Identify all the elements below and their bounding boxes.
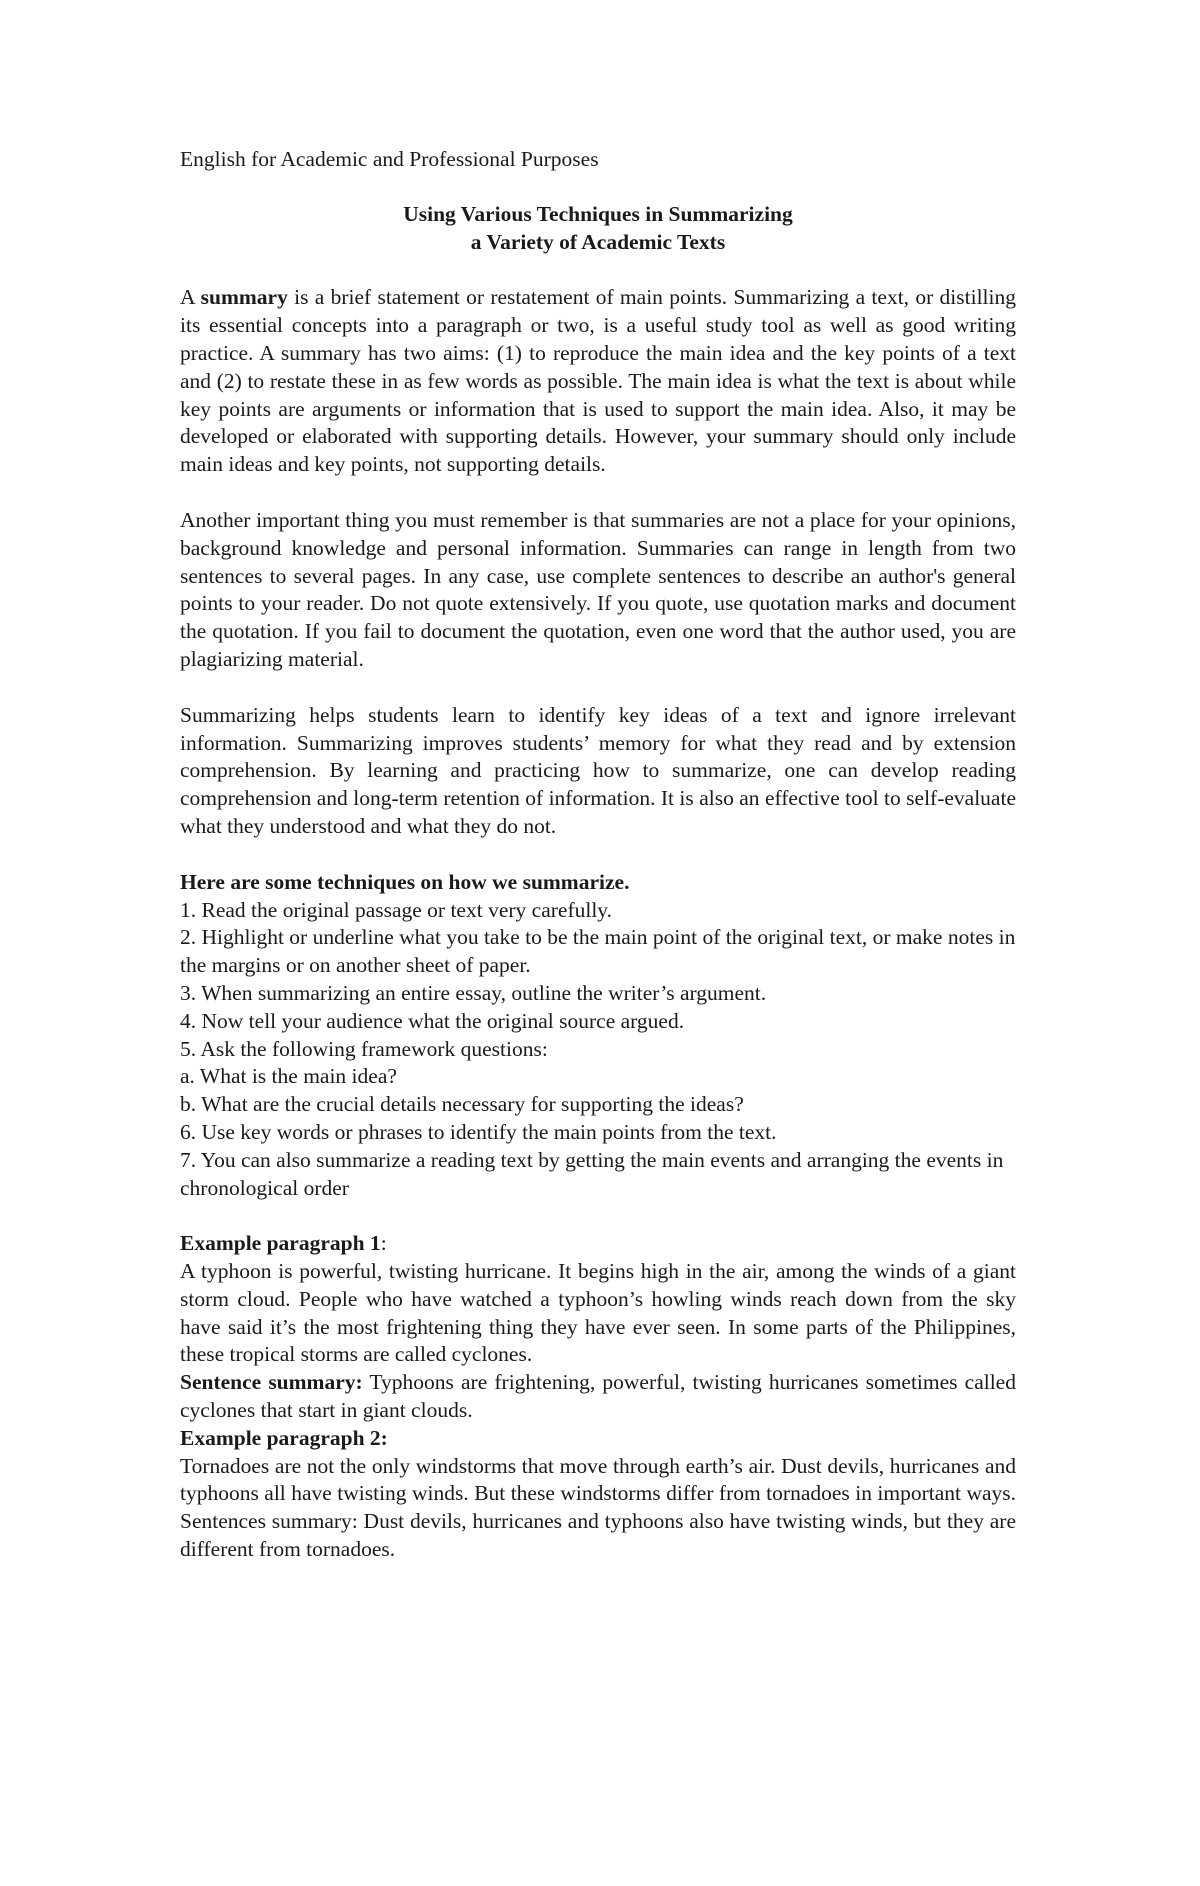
intro-text: is a brief statement or restatement of main points. Summarizing a text, or distilling its essential concepts into a paragraph or two, is a useful study tool as well as good writing practice. A summary has two aims: (1) to reproduce the main idea and the key points of a text and (2) to restate these in as few words as possible. The main idea is what the text is about while key points are arguments or information that is used to support the main idea. Also, it may be developed or elaborated with supporting details. However, your summary should only include main ideas and key points, not supporting details. — [180, 285, 1016, 477]
paragraph-2: Another important thing you must remember is that summaries are not a place for your opinions, background knowledge and personal information. Summaries can range in length from two sentences to several pages. In any case, use complete sentences to describe an author's general points to your reader. Do not quote extensively. If you quote, use quotation marks and document the quotation. If you fail to document the quotation, even one word that the author used, you are plagiarizing material. — [180, 507, 1016, 671]
technique-item: 2. Highlight or underline what you take to be the main point of the original text, or make notes in the margins or on another sheet of paper. — [180, 925, 1016, 978]
examples-section — [180, 1230, 1016, 1564]
example-2-heading: Example paragraph 2: — [180, 1425, 388, 1450]
techniques-section — [180, 869, 1016, 1203]
example-1-heading-colon: : — [380, 1231, 387, 1256]
technique-item: 1. Read the original passage or text very carefully. — [180, 897, 613, 922]
paragraph-3: Summarizing helps students learn to identify key ideas of a text and ignore irrelevant information. Summarizing improves students’ memory for what they read and by extension comprehension. By learning and practicing how to summarize, one can develop reading comprehension and long-term retention of information. It is also an effective tool to self-evaluate what they understood and what they do not. — [180, 702, 1016, 838]
example-1-text: A typhoon is powerful, twisting hurricane. It begins high in the air, among the winds of a giant storm cloud. People who have watched a typhoon’s howling winds reach down from the sky have said it’s the most frightening thing they have ever seen. In some parts of the Philippines, these tropical storms are called cyclones. — [180, 1259, 1016, 1367]
technique-item: 7. You can also summarize a reading text by getting the main events and arranging the events in chronological order — [180, 1147, 1004, 1200]
example-1-summary — [180, 1369, 1016, 1425]
technique-item: a. What is the main idea? — [180, 1064, 397, 1089]
intro-paragraph — [180, 284, 1016, 479]
example-2-text: Tornadoes are not the only windstorms that move through earth’s air. Dust devils, hurricanes and typhoons all have twisting winds. But these windstorms differ from tornadoes in important ways. Sentences summary: Dust devils, hurricanes and typhoons also have twisting winds, but they are different from tornadoes. — [180, 1453, 1016, 1562]
technique-item: 6. Use key words or phrases to identify the main points from the text. — [180, 1119, 777, 1144]
title-line-2: a Variety of Academic Texts — [470, 229, 726, 254]
document-title — [180, 201, 1016, 257]
technique-item: b. What are the crucial details necessary for supporting the ideas? — [180, 1092, 744, 1117]
technique-item: 5. Ask the following framework questions: — [180, 1036, 548, 1061]
course-header: English for Academic and Professional Purposes — [180, 147, 599, 171]
sentence-summary-text: Typhoons are frightening, powerful, twisting hurricanes sometimes called cyclones that start in giant clouds. — [180, 1370, 1016, 1423]
intro-lead: A — [180, 285, 201, 310]
technique-item: 3. When summarizing an entire essay, outline the writer’s argument. — [180, 980, 767, 1005]
sentence-summary-label: Sentence summary: — [180, 1370, 363, 1395]
document-page — [180, 146, 1016, 1564]
example-1-heading-label: Example paragraph 1 — [180, 1231, 381, 1256]
example-1-heading — [180, 1230, 1016, 1258]
title-line-1: Using Various Techniques in Summarizing — [403, 201, 793, 226]
techniques-heading: Here are some techniques on how we summarize. — [180, 869, 630, 894]
technique-item: 4. Now tell your audience what the original source argued. — [180, 1008, 685, 1033]
summary-term: summary — [200, 285, 288, 310]
